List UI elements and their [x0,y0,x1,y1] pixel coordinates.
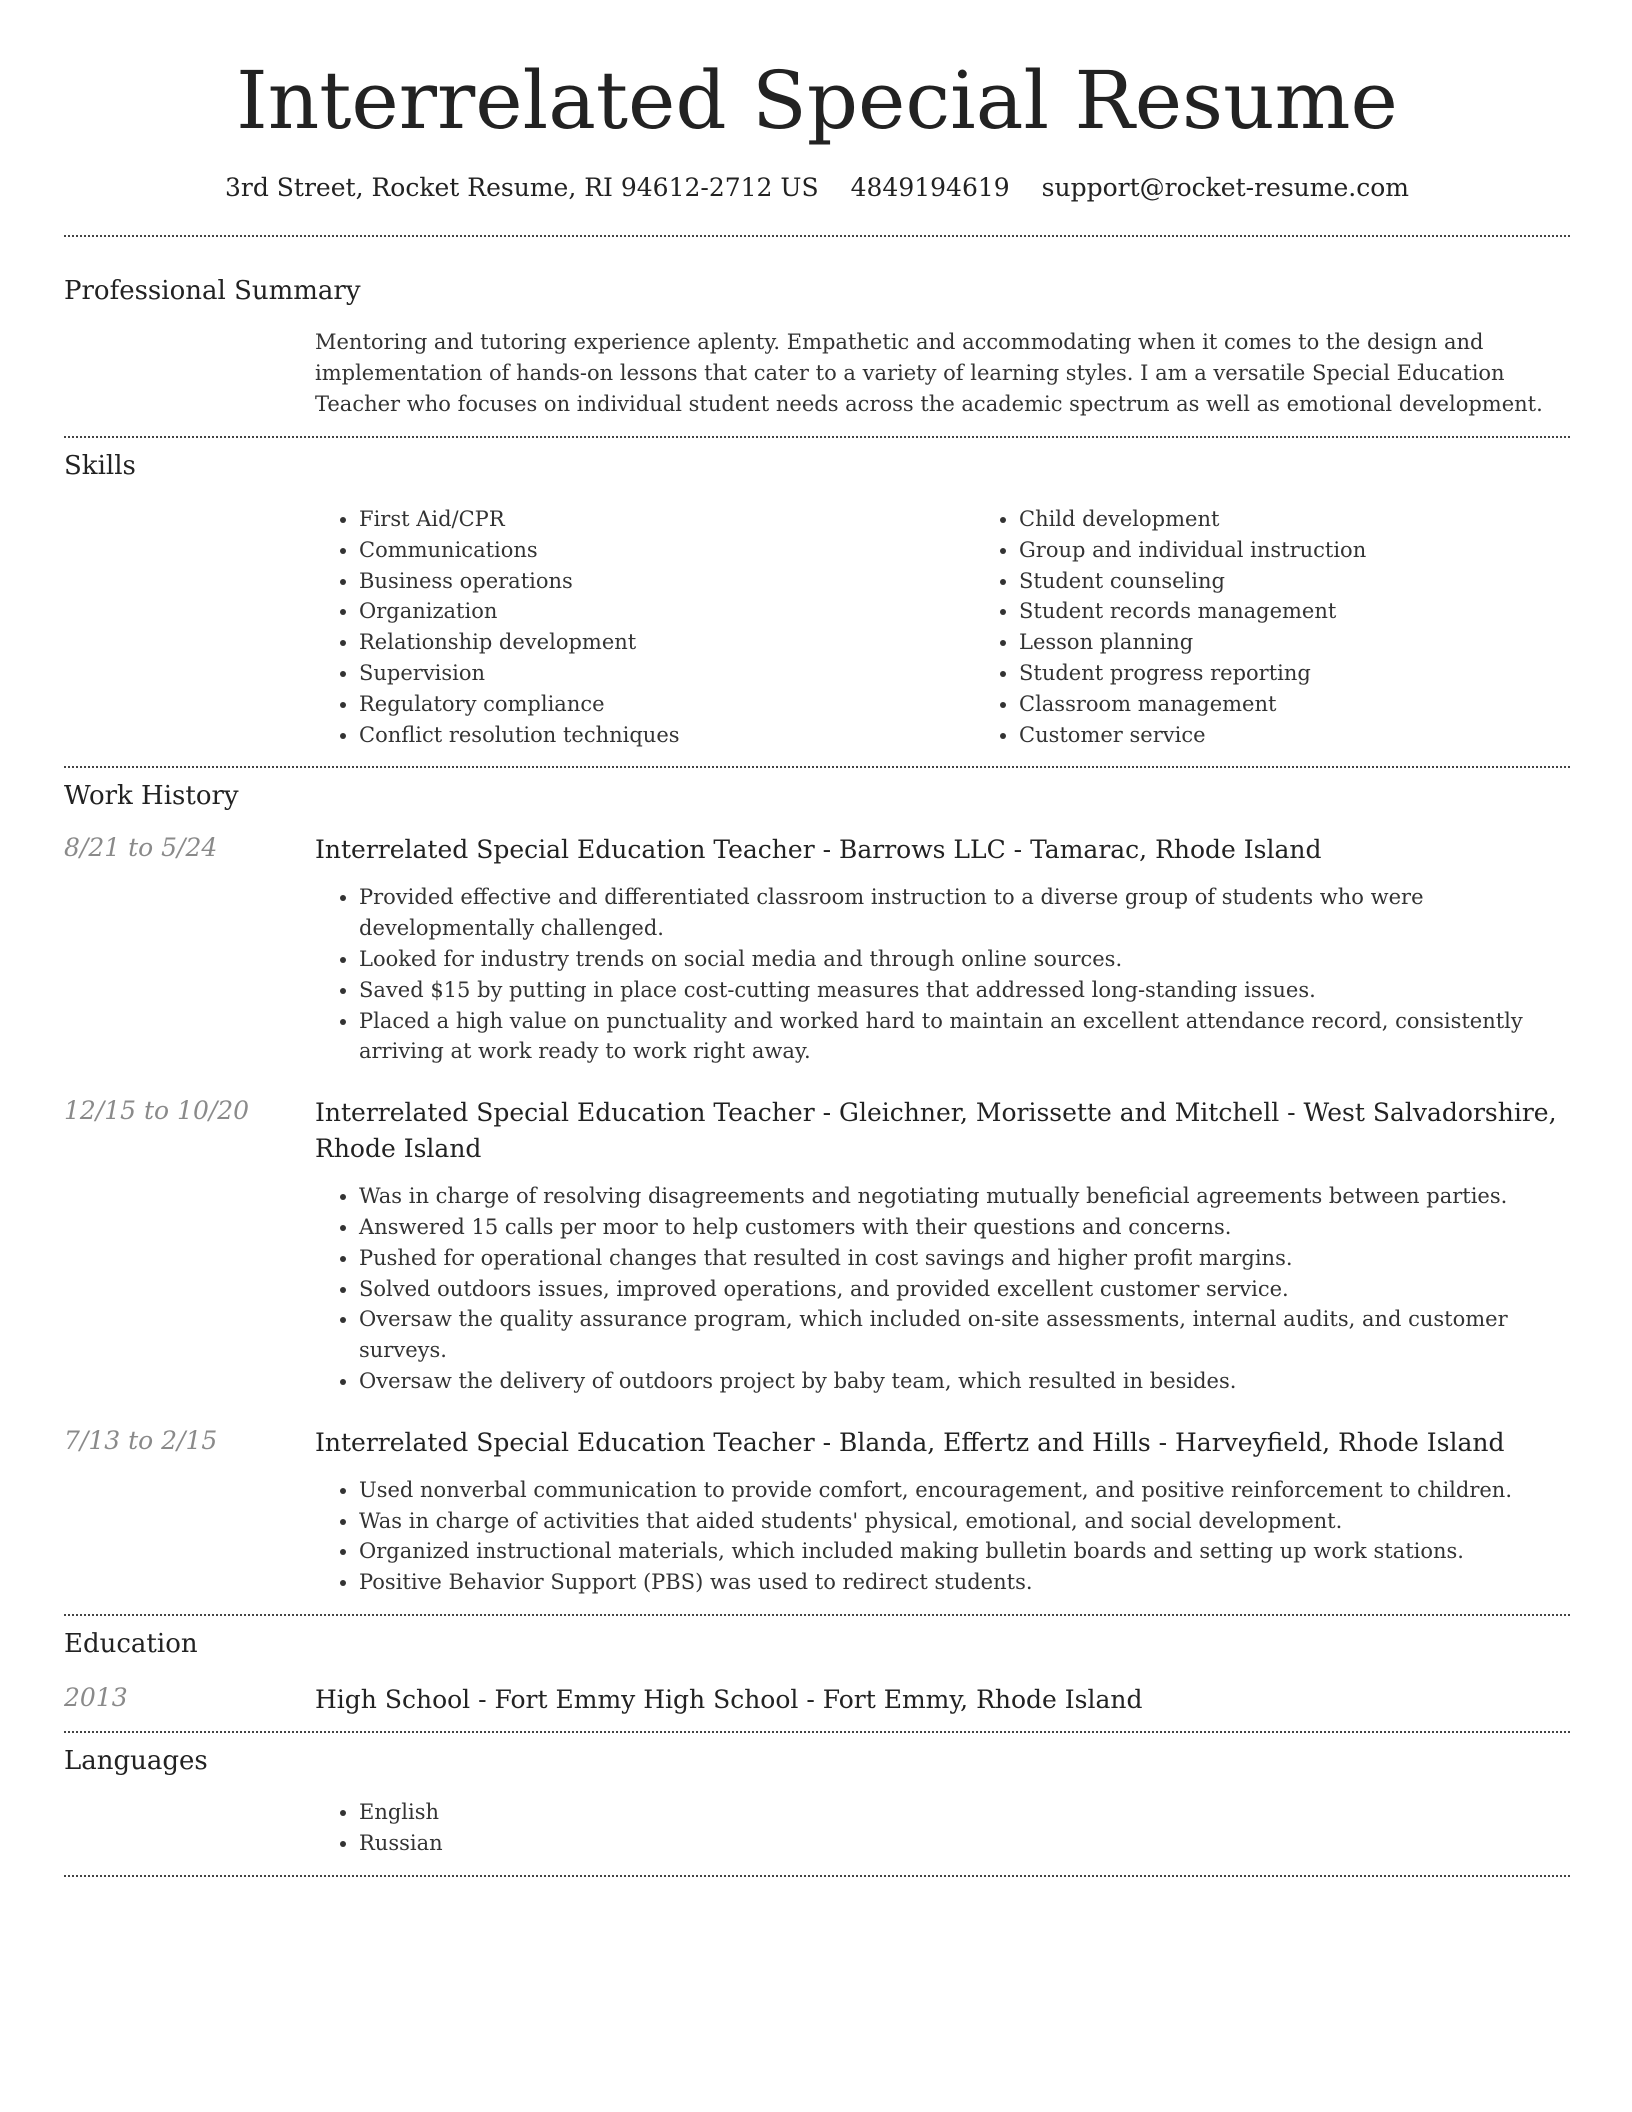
divider [64,766,1570,768]
contact-email: support@rocket-resume.com [1041,173,1409,202]
skills-list-right [975,504,1632,750]
resume-name: Interrelated Special Resume [236,54,1398,147]
job-bullet: • Used nonverbal communication to provide comfort, encouragement, and positive reinforcement to children. [359,1475,1570,1506]
contact-address: 3rd Street, Rocket Resume, RI 94612-2712 US [225,173,819,202]
job-bullet: • Organized instructional materials, which included making bulletin boards and setting up work stations. [359,1536,1570,1567]
job-bullet: • Pushed for operational changes that resulted in cost savings and higher profit margins. [359,1243,1570,1274]
languages-section [64,1797,1570,1859]
job-dates: 12/15 to 10/20 [64,1096,250,1126]
skill-item: • Relationship development [359,627,975,658]
education-title: High School - Fort Emmy High School - Fort Emmy, Rhode Island [315,1684,1143,1714]
job-bullet: • Was in charge of activities that aided students' physical, emotional, and social development. [359,1506,1570,1537]
job-bullet: • Was in charge of resolving disagreements and negotiating mutually beneficial agreements between parties. [359,1181,1570,1212]
skill-item: • Customer service [1019,720,1632,751]
skill-item: • Communications [359,535,975,566]
summary-text: Mentoring and tutoring experience aplenty. Empathetic and accommodating when it comes to the design and implementation of hands-on lessons that cater to a variety of learning styles. I am a versatile Special Education Teacher who focuses on individual student needs across the academic spectrum as well as emotional development. [315,330,1543,416]
resume-page [64,0,1570,1877]
job-bullet: • Oversaw the quality assurance program, which included on-site assessments, internal audits, and customer surveys. [359,1304,1570,1366]
job-bullets [315,1181,1570,1397]
divider [64,436,1570,438]
job-bullet: • Solved outdoors issues, improved operations, and provided excellent customer service. [359,1274,1570,1305]
job-title: Interrelated Special Education Teacher - Blanda, Effertz and Hills - Harveyfield, Rhode Island [315,1427,1505,1457]
job-dates: 8/21 to 5/24 [64,833,218,863]
job-bullet: • Looked for industry trends on social media and through online sources. [359,944,1570,975]
skill-item: • Supervision [359,658,975,689]
skill-item: • Student counseling [1019,566,1632,597]
skill-item: • Conflict resolution techniques [359,720,975,751]
language-item: • English [359,1797,1570,1828]
languages-list [315,1797,1570,1859]
job-entry [64,1425,1570,1598]
skill-item: • Child development [1019,504,1632,535]
section-title-education: Education [64,1628,198,1659]
skill-item: • Lesson planning [1019,627,1632,658]
skills-section [64,504,1570,750]
job-bullet: • Positive Behavior Support (PBS) was used to redirect students. [359,1567,1570,1598]
skill-item: • Group and individual instruction [1019,535,1632,566]
contact-phone: 4849194619 [850,173,1010,202]
section-title-summary: Professional Summary [64,276,361,306]
job-bullet: • Placed a high value on punctuality and worked hard to maintain an excellent attendance record, consistently arriving at work ready to work right away. [359,1006,1570,1068]
job-bullet: • Saved $15 by putting in place cost-cutting measures that addressed long-standing issues. [359,975,1570,1006]
skill-item: • Classroom management [1019,689,1632,720]
job-bullets [315,1475,1570,1598]
divider [64,1731,1570,1733]
job-bullet: • Answered 15 calls per moor to help customers with their questions and concerns. [359,1212,1570,1243]
job-entry [64,1095,1570,1397]
job-bullets [315,882,1570,1067]
job-bullet: • Oversaw the delivery of outdoors project by baby team, which resulted in besides. [359,1366,1570,1397]
divider [64,1875,1570,1877]
contact-line [64,172,1570,204]
education-entry [64,1682,1570,1718]
job-title: Interrelated Special Education Teacher - Gleichner, Morissette and Mitchell - West Salvadorshire, Rhode Island [315,1098,1557,1164]
section-title-languages: Languages [64,1745,208,1776]
skill-item: • Student records management [1019,596,1632,627]
job-entry [64,832,1570,1067]
education-year: 2013 [64,1682,128,1712]
language-item: • Russian [359,1828,1570,1859]
skill-item: • Organization [359,596,975,627]
skill-item: • Regulatory compliance [359,689,975,720]
job-dates: 7/13 to 2/15 [64,1425,218,1455]
skill-item: • Business operations [359,566,975,597]
skill-item: • Student progress reporting [1019,658,1632,689]
job-title: Interrelated Special Education Teacher - Barrows LLC - Tamarac, Rhode Island [315,835,1322,865]
job-bullet: • Provided effective and differentiated classroom instruction to a diverse group of students who were developmentally challenged. [359,882,1570,944]
skill-item: • First Aid/CPR [359,504,975,535]
section-title-skills: Skills [64,451,136,481]
section-title-work: Work History [64,781,239,812]
divider [64,235,1570,237]
summary-section [64,327,1570,420]
skills-list-left [315,504,975,750]
divider [64,1614,1570,1616]
